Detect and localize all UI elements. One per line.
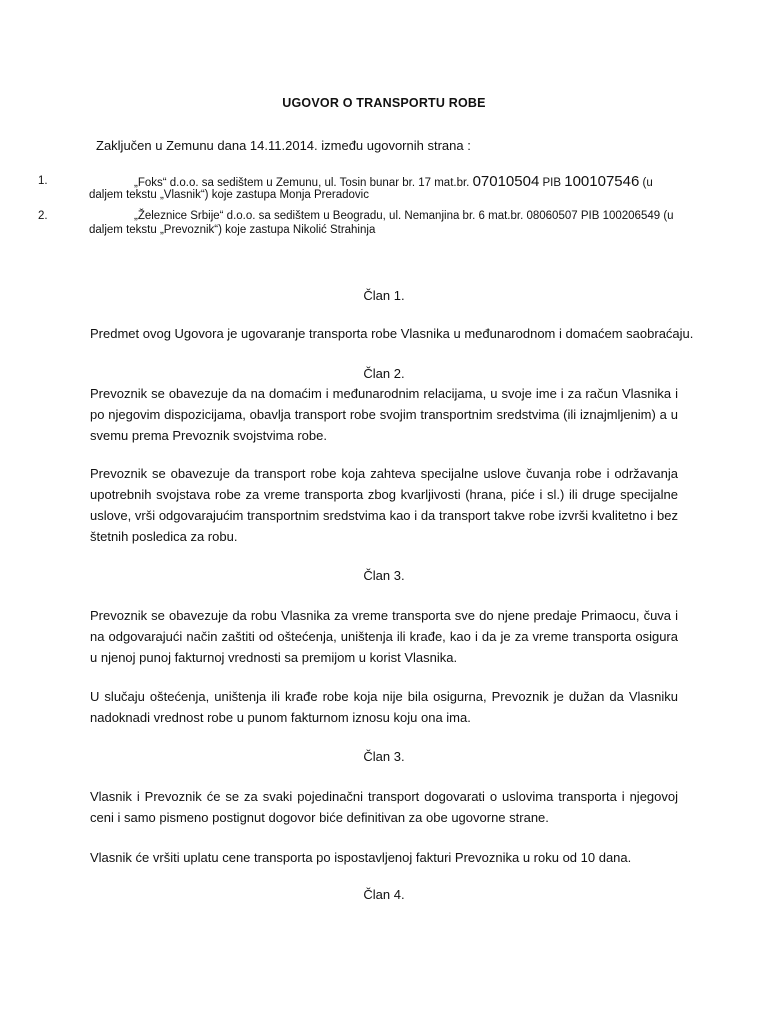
section-heading: Član 3. bbox=[363, 568, 405, 583]
section-paragraph: Predmet ovog Ugovora je ugovaranje transporta robe Vlasnika u međunarodnom i domaćem saobraćaju. bbox=[90, 326, 694, 341]
party-line-1 bbox=[134, 175, 653, 190]
section-heading: Član 2. bbox=[363, 366, 405, 381]
pib-value: 100107546 bbox=[564, 173, 640, 190]
section-paragraph: U slučaju oštećenja, uništenja ili krađe robe koja nije bila osigurna, Prevoznik je dužan da Vlasniku nadoknadi vrednost robe u punom fakturnom iznosu koju ona ima. bbox=[90, 689, 678, 725]
section-paragraph: Vlasnik će vršiti uplatu cene transporta po ispostavljenoj fakturi Prevoznika u roku od 10 dana. bbox=[90, 850, 632, 865]
section-heading: Član 4. bbox=[363, 887, 405, 902]
party-number: 1. bbox=[38, 175, 48, 187]
party-line-2: daljem tekstu „Prevoznik“) koje zastupa Nikolić Strahinja bbox=[89, 224, 376, 236]
mat-br-value: 07010504 bbox=[472, 173, 540, 190]
document-title: UGOVOR O TRANSPORTU ROBE bbox=[282, 96, 486, 110]
party-text: „Foks“ d.o.o. sa sedištem u Zemunu, ul. Tosin bunar br. 17 mat.br. bbox=[134, 177, 473, 189]
party-text-end: (u bbox=[639, 177, 653, 189]
pib-label: PIB bbox=[539, 177, 565, 189]
party-number: 2. bbox=[38, 210, 48, 222]
party-line-1: „Železnice Srbije“ d.o.o. sa sedištem u Beogradu, ul. Nemanjina br. 6 mat.br. 08060507 PIB 100206549 (u bbox=[134, 210, 674, 222]
section-paragraph: Prevoznik se obavezuje da robu Vlasnika za vreme transporta sve do njene predaje Primaocu, čuva i na odgovarajući način zaštiti od oštećenja, uništenja ili krađe, kao i da je za vreme transporta osigura u njenoj punoj fakturnoj vrednosti sa premijom u korist Vlasnika. bbox=[90, 608, 678, 665]
section-paragraph: Prevoznik se obavezuje da na domaćim i međunarodnim relacijama, u svoje ime i za račun Vlasnika i po njegovim dispozicijama, obavlja transport robe svojim transportnim sredstvima (ili iznajmljenim) a u svemu prema Prevoznik svojstvima robe. bbox=[90, 386, 678, 443]
section-heading: Član 1. bbox=[363, 288, 405, 303]
party-line-2: daljem tekstu „Vlasnik“) koje zastupa Monja Preradovic bbox=[89, 189, 369, 201]
intro-text: Zaključen u Zemunu dana 14.11.2014. između ugovornih strana : bbox=[96, 138, 471, 153]
section-heading: Član 3. bbox=[363, 749, 405, 764]
section-paragraph: Vlasnik i Prevoznik će se za svaki pojedinačni transport dogovarati o uslovima transporta i njegovoj ceni i samo pismeno postignut dogovor biće definitivan za obe ugovorne strane. bbox=[90, 789, 678, 825]
section-paragraph: Prevoznik se obavezuje da transport robe koja zahteva specijalne uslove čuvanja robe i održavanja upotrebnih svojstava robe za vreme transporta zbog kvarljivosti (hrana, piće i sl.) ili druge specijalne uslove, vrši odgovarajućim transportnim sredstvima kao i da transport takve robe izvrši kvalitetno i bez štetnih posledica za robu. bbox=[90, 466, 678, 544]
